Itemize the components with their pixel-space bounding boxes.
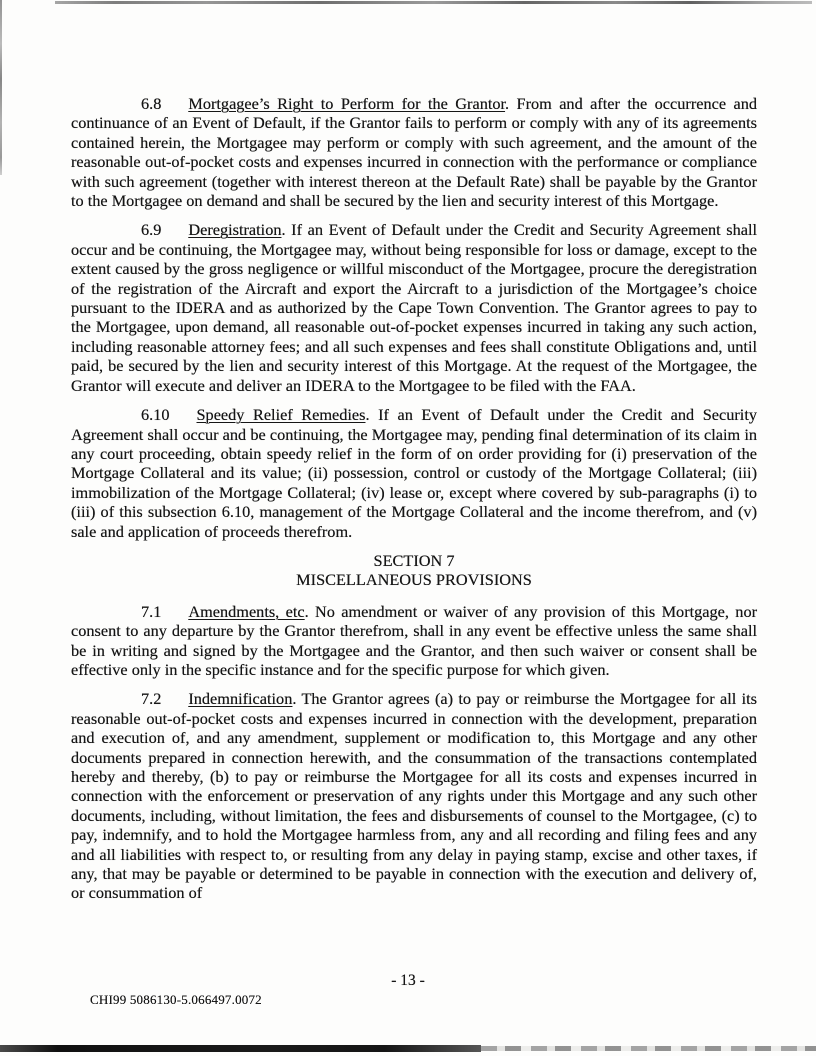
paragraph-7-2 xyxy=(71,689,757,902)
section-title-7-1: Amendments, etc xyxy=(188,601,305,621)
section-number-7-1: 7.1 xyxy=(141,601,162,621)
section-body-6-10: . If an Event of Default under the Credit and Security Agreement shall occur and be continuing, the Mortgagee may, pending final determination of its claim in any court proceeding, obtain speedy relief in the form of on order providing for (i) preservation of the Mortgage Collateral and its value; (ii) possession, control or custody of the Mortgage Collateral; (iii) immobilization of the Mortgage Collateral; (iv) lease or, except where covered by sub-paragraphs (i) to (iii) of this subsection 6.10, management of the Mortgage Collateral and the income therefrom, and (v) sale and application of proceeds therefrom. xyxy=(71,405,757,541)
document-body xyxy=(71,94,757,913)
scan-artifact-bottom-bar-left xyxy=(0,1045,481,1052)
section-body-7-2: . The Grantor agrees (a) to pay or reimburse the Mortgagee for all its reasonable out-of-pocket costs and expenses incurred in connection with the development, preparation and execution of, and any amendment, supplement or modification to, this Mortgage and any other documents prepared in connection herewith, and the consummation of the transactions contemplated hereby and thereby, (b) to pay or reimburse the Mortgagee for all its costs and expenses incurred in connection with the enforcement or preservation of any rights under this Mortgage and any such other documents, including, without limitation, the fees and disbursements of counsel to the Mortgagee, (c) to pay, indemnify, and to hold the Mortgagee harmless from, any and all recording and filing fees and any and all liabilities with respect to, or resulting from any delay in paying stamp, excise and other taxes, if any, that may be payable or determined to be payable in connection with the execution and delivery of, or consummation of xyxy=(71,689,757,903)
paragraph-6-9 xyxy=(71,220,757,395)
page-number: - 13 - xyxy=(391,972,425,989)
section-title-6-8: Mortgagee’s Right to Perform for the Grantor xyxy=(188,94,506,113)
paragraph-6-10 xyxy=(71,405,757,541)
section-number-6-10: 6.10 xyxy=(141,405,170,425)
scan-artifact-top-line xyxy=(55,1,812,4)
section-title-6-10: Speedy Relief Remedies xyxy=(196,405,366,425)
section-number-6-8: 6.8 xyxy=(141,94,162,113)
paragraph-7-1 xyxy=(71,602,757,680)
section-title-7-2: Indemnification xyxy=(188,689,293,709)
section-7-heading-line1: SECTION 7 xyxy=(373,550,455,570)
document-reference-number: CHI99 5086130-5.066497.0072 xyxy=(90,992,262,1007)
section-7-heading xyxy=(71,551,757,590)
section-title-6-9: Deregistration xyxy=(188,220,282,240)
section-number-7-2: 7.2 xyxy=(141,689,162,709)
scan-artifact-bottom-bar-right xyxy=(481,1046,816,1051)
paragraph-6-8 xyxy=(71,94,757,210)
section-body-6-9: . If an Event of Default under the Credit and Security Agreement shall occur and be continuing, the Mortgagee may, without being responsible for loss or damage, except to the extent caused by the gross negligence or willful misconduct of the Mortgagee, procure the deregistration of the registration of the Aircraft and export the Aircraft to a jurisdiction of the Mortgagee’s choice pursuant to the IDERA and as authorized by the Cape Town Convention. The Grantor agrees to pay to the Mortgagee, upon demand, all reasonable out-of-pocket expenses incurred in taking any such action, including reasonable attorney fees; and all such expenses and fees shall constitute Obligations and, until paid, be secured by the lien and security interest of this Mortgage. At the request of the Mortgagee, the Grantor will execute and deliver an IDERA to the Mortgagee to be filed with the FAA. xyxy=(71,220,757,395)
scan-artifact-left-edge xyxy=(0,0,2,175)
section-number-6-9: 6.9 xyxy=(141,220,162,240)
section-body-6-8: . From and after the occurrence and continuance of an Event of Default, if the Grantor fails to perform or comply with any of its agreements contained herein, the Mortgagee may perform or comply with such agreement, and the amount of the reasonable out-of-pocket costs and expenses incurred in connection with the performance or compliance with such agreement (together with interest thereon at the Default Rate) shall be payable by the Grantor to the Mortgagee on demand and shall be secured by the lien and security interest of this Mortgage. xyxy=(71,94,757,211)
section-body-7-1: . No amendment or waiver of any provision of this Mortgage, nor consent to any departure by the Grantor therefrom, shall in any event be effective unless the same shall be in writing and signed by the Mortgagee and the Grantor, and then such waiver or consent shall be effective only in the specific instance and for the specific purpose for which given. xyxy=(71,601,758,679)
section-7-heading-line2: MISCELLANEOUS PROVISIONS xyxy=(296,570,532,590)
